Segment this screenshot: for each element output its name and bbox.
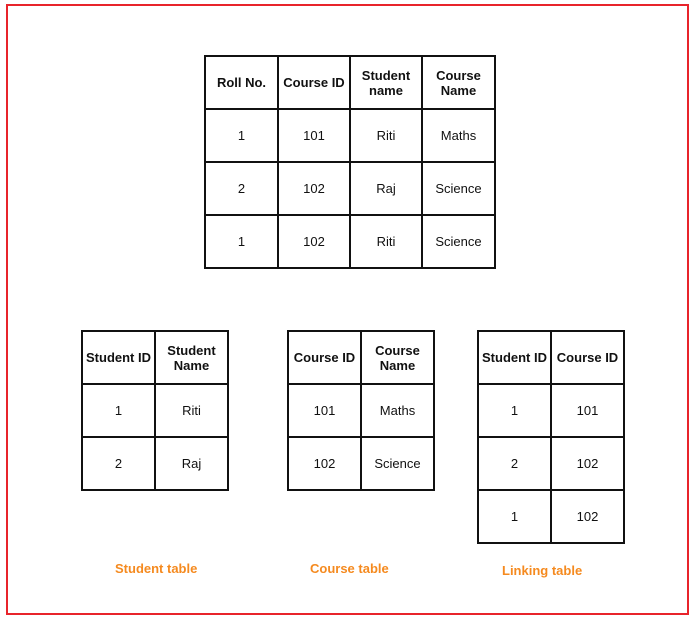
linking-header-course-id: Course ID bbox=[551, 331, 624, 384]
table-cell: Riti bbox=[155, 384, 228, 437]
table-cell: 101 bbox=[551, 384, 624, 437]
table-cell: Raj bbox=[350, 162, 422, 215]
linking-header-student-id: Student ID bbox=[478, 331, 551, 384]
combined-header-student-name: Student name bbox=[350, 56, 422, 109]
table-cell: 2 bbox=[82, 437, 155, 490]
linking-table-caption: Linking table bbox=[502, 563, 583, 578]
combined-header-roll-no: Roll No. bbox=[205, 56, 278, 109]
linking-table bbox=[477, 330, 625, 544]
student-table-header-row bbox=[82, 331, 228, 384]
student-header-student-id: Student ID bbox=[82, 331, 155, 384]
table-row bbox=[478, 490, 624, 543]
table-cell: 1 bbox=[478, 490, 551, 543]
combined-header-course-id: Course ID bbox=[278, 56, 350, 109]
course-header-course-id: Course ID bbox=[288, 331, 361, 384]
table-row bbox=[205, 109, 495, 162]
table-cell: 2 bbox=[478, 437, 551, 490]
table-cell: Maths bbox=[361, 384, 434, 437]
table-cell: Riti bbox=[350, 215, 422, 268]
course-table-caption: Course table bbox=[310, 561, 389, 576]
table-row bbox=[82, 384, 228, 437]
table-cell: 1 bbox=[205, 215, 278, 268]
student-table-caption: Student table bbox=[115, 561, 198, 576]
course-header-course-name: Course Name bbox=[361, 331, 434, 384]
combined-header-course-name: Course Name bbox=[422, 56, 495, 109]
course-table bbox=[287, 330, 435, 491]
table-cell: Raj bbox=[155, 437, 228, 490]
combined-table-header-row bbox=[205, 56, 495, 109]
table-cell: 1 bbox=[205, 109, 278, 162]
table-row bbox=[478, 437, 624, 490]
course-table-header-row bbox=[288, 331, 434, 384]
table-cell: 102 bbox=[278, 162, 350, 215]
table-row bbox=[205, 215, 495, 268]
table-cell: 1 bbox=[82, 384, 155, 437]
table-cell: Science bbox=[422, 215, 495, 268]
table-cell: Science bbox=[361, 437, 434, 490]
table-row bbox=[205, 162, 495, 215]
table-cell: 101 bbox=[278, 109, 350, 162]
table-row bbox=[288, 437, 434, 490]
table-cell: 1 bbox=[478, 384, 551, 437]
table-cell: 102 bbox=[278, 215, 350, 268]
table-row bbox=[82, 437, 228, 490]
table-row bbox=[478, 384, 624, 437]
table-cell: 102 bbox=[551, 437, 624, 490]
table-cell: 2 bbox=[205, 162, 278, 215]
table-cell: Riti bbox=[350, 109, 422, 162]
table-cell: Science bbox=[422, 162, 495, 215]
combined-table bbox=[204, 55, 496, 269]
linking-table-header-row bbox=[478, 331, 624, 384]
student-header-student-name: Student Name bbox=[155, 331, 228, 384]
table-row bbox=[288, 384, 434, 437]
table-cell: Maths bbox=[422, 109, 495, 162]
table-cell: 102 bbox=[551, 490, 624, 543]
table-cell: 102 bbox=[288, 437, 361, 490]
table-cell: 101 bbox=[288, 384, 361, 437]
student-table bbox=[81, 330, 229, 491]
